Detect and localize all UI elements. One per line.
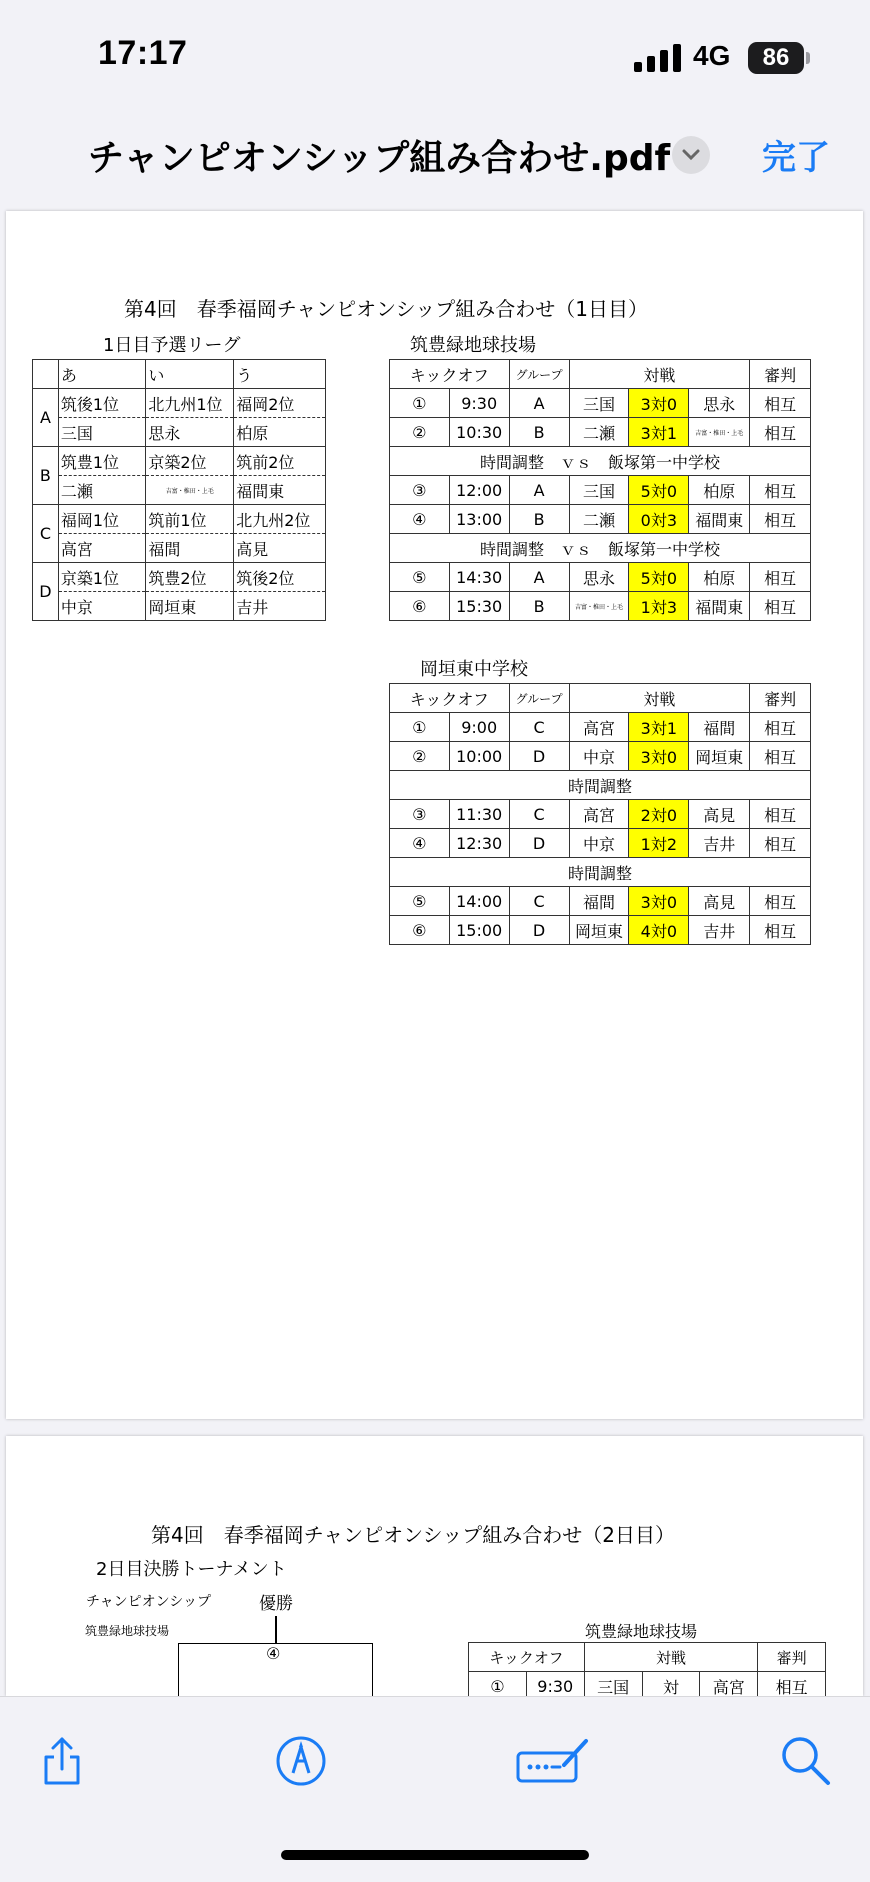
league-row — [33, 447, 326, 476]
kickoff-time: 15:30 — [449, 592, 509, 621]
home-indicator — [281, 1850, 589, 1860]
away-team: 吉井 — [689, 916, 750, 945]
team-cell: 筑後1位 — [58, 389, 146, 418]
header-group: グループ — [509, 684, 569, 713]
home-team: 中京 — [569, 829, 629, 858]
vs-label: 対 — [642, 1672, 700, 1701]
group-letter: B — [509, 592, 569, 621]
league-header-cell: あ — [58, 360, 146, 389]
winner-label: 優勝 — [259, 1594, 293, 1614]
bracket-winner-line — [275, 1616, 277, 1644]
kickoff-time: 12:30 — [449, 829, 509, 858]
match-number: ⑥ — [390, 592, 450, 621]
time-adjust-row — [390, 858, 811, 887]
away-team: 思永 — [689, 389, 750, 418]
header-referee: 審判 — [750, 360, 811, 389]
score: 3対1 — [629, 418, 689, 447]
score: 1対2 — [629, 829, 689, 858]
match-number: ① — [469, 1672, 527, 1701]
team-cell: 思永 — [146, 418, 234, 447]
league-row — [33, 592, 326, 621]
search-icon[interactable] — [778, 1733, 834, 1789]
team-cell: 筑前2位 — [234, 447, 326, 476]
score: 0対3 — [629, 505, 689, 534]
league-row — [33, 505, 326, 534]
team-cell: 福間東 — [234, 476, 326, 505]
score: 5対0 — [629, 563, 689, 592]
referee: 相互 — [750, 800, 811, 829]
schedule-header-row — [390, 684, 811, 713]
kickoff-time: 10:00 — [449, 742, 509, 771]
team-cell: 岡垣東 — [146, 592, 234, 621]
kickoff-time: 9:30 — [526, 1672, 584, 1701]
time-adjust-label: 時間調整 — [390, 858, 811, 887]
venue-label-2: 筑豊緑地球技場 — [585, 1622, 698, 1641]
venue2-label: 岡垣東中学校 — [420, 659, 528, 680]
away-team: 柏原 — [689, 563, 750, 592]
league-table — [32, 359, 326, 621]
match-row — [390, 800, 811, 829]
kickoff-time: 9:30 — [449, 389, 509, 418]
team-cell: 高見 — [234, 534, 326, 563]
score: 4対0 — [629, 916, 689, 945]
group-letter: A — [509, 389, 569, 418]
schedule-header-row — [390, 360, 811, 389]
time-adjust-label: 時間調整 — [390, 771, 811, 800]
referee: 相互 — [750, 916, 811, 945]
header-referee: 審判 — [750, 684, 811, 713]
kickoff-time: 10:30 — [449, 418, 509, 447]
time-adjust-label: 時間調整 ｖｓ 飯塚第一中学校 — [390, 534, 811, 563]
referee: 相互 — [758, 1672, 826, 1701]
home-team: 中京 — [569, 742, 629, 771]
away-team: 高見 — [689, 887, 750, 916]
league-header-cell: う — [234, 360, 326, 389]
battery-icon: 86 — [748, 42, 804, 74]
group-letter: C — [509, 713, 569, 742]
time-adjust-row — [390, 771, 811, 800]
header-referee: 審判 — [758, 1643, 826, 1672]
match-number: ③ — [390, 800, 450, 829]
away-team: 福間 — [689, 713, 750, 742]
team-cell: 吉井 — [234, 592, 326, 621]
group-name: B — [33, 447, 59, 505]
referee: 相互 — [750, 829, 811, 858]
battery-cap — [806, 52, 810, 64]
score: 2対0 — [629, 800, 689, 829]
status-bar — [0, 0, 870, 110]
league-header-row — [33, 360, 326, 389]
venue1-label: 筑豊緑地球技場 — [410, 335, 536, 356]
group-name: A — [33, 389, 59, 447]
referee: 相互 — [750, 563, 811, 592]
match-row — [390, 418, 811, 447]
kickoff-time: 11:30 — [449, 800, 509, 829]
match-row — [390, 389, 811, 418]
league-label: 1日目予選リーグ — [103, 335, 241, 356]
kickoff-time: 9:00 — [449, 713, 509, 742]
kickoff-time: 14:30 — [449, 563, 509, 592]
team-cell: 筑豊1位 — [58, 447, 146, 476]
referee: 相互 — [750, 713, 811, 742]
team-cell: 筑後2位 — [234, 563, 326, 592]
team-cell: 福間 — [146, 534, 234, 563]
match-number: ② — [390, 742, 450, 771]
page-title-2: 第4回 春季福岡チャンピオンシップ組み合わせ（2日目） — [151, 1523, 675, 1547]
kickoff-time: 12:00 — [449, 476, 509, 505]
time-adjust-row — [390, 447, 811, 476]
match-row — [390, 829, 811, 858]
home-team: 二瀬 — [569, 418, 629, 447]
page-title: 第4回 春季福岡チャンピオンシップ組み合わせ（1日目） — [124, 297, 648, 321]
away-team: 高見 — [689, 800, 750, 829]
score: 1対3 — [629, 592, 689, 621]
team-cell: 筑豊2位 — [146, 563, 234, 592]
group-letter: D — [509, 916, 569, 945]
referee: 相互 — [750, 742, 811, 771]
home-team: 岡垣東 — [569, 916, 629, 945]
score: 3対0 — [629, 389, 689, 418]
match-number: ④ — [390, 829, 450, 858]
header-group: グループ — [509, 360, 569, 389]
referee: 相互 — [750, 476, 811, 505]
match-number: ① — [390, 389, 450, 418]
away-team: 高宮 — [700, 1672, 758, 1701]
team-cell: 京築2位 — [146, 447, 234, 476]
home-team: 思永 — [569, 563, 629, 592]
day2-schedule-table — [468, 1642, 826, 1701]
header-match: 対戦 — [569, 360, 750, 389]
away-team: 福間東 — [689, 592, 750, 621]
venue1-schedule-table — [389, 359, 811, 621]
league-row — [33, 563, 326, 592]
network-type: 4G — [693, 40, 731, 71]
league-header-cell: い — [146, 360, 234, 389]
home-team: 三国 — [569, 476, 629, 505]
home-team: 三国 — [584, 1672, 642, 1701]
away-team: 福間東 — [689, 505, 750, 534]
venue2-schedule-table — [389, 683, 811, 945]
group-letter: C — [509, 800, 569, 829]
league-row — [33, 534, 326, 563]
referee: 相互 — [750, 418, 811, 447]
group-letter: B — [509, 505, 569, 534]
markup-icon[interactable] — [273, 1733, 329, 1789]
away-team: 吉井 — [689, 829, 750, 858]
home-team: 高宮 — [569, 713, 629, 742]
league-header-cell — [33, 360, 59, 389]
score: 5対0 — [629, 476, 689, 505]
team-cell: 北九州2位 — [234, 505, 326, 534]
away-team: 吉富・椎田・上毛 — [689, 418, 750, 447]
tournament-label: 2日目決勝トーナメント — [96, 1559, 287, 1580]
home-team: 福間 — [569, 887, 629, 916]
header-kickoff: キックオフ — [390, 684, 510, 713]
match-number: ① — [390, 713, 450, 742]
document-title[interactable]: チャンピオンシップ組み合わせ.pdf — [88, 138, 671, 179]
team-cell: 京築1位 — [58, 563, 146, 592]
team-cell: 筑前1位 — [146, 505, 234, 534]
match-row — [390, 592, 811, 621]
home-team: 吉富・椎田・上毛 — [569, 592, 629, 621]
away-team: 柏原 — [689, 476, 750, 505]
league-row — [33, 418, 326, 447]
group-letter: A — [509, 563, 569, 592]
group-letter: B — [509, 418, 569, 447]
bracket-match-number: ④ — [266, 1644, 281, 1663]
header-match: 対戦 — [584, 1643, 757, 1672]
done-button[interactable]: 完了 — [762, 138, 830, 178]
match-number: ④ — [390, 505, 450, 534]
match-number: ② — [390, 418, 450, 447]
referee: 相互 — [750, 505, 811, 534]
header-kickoff: キックオフ — [390, 360, 510, 389]
away-team: 岡垣東 — [689, 742, 750, 771]
score: 3対0 — [629, 887, 689, 916]
time-adjust-row — [390, 534, 811, 563]
match-number: ③ — [390, 476, 450, 505]
pdf-page-1 — [6, 211, 863, 1419]
pdf-page-2 — [6, 1436, 863, 1696]
group-letter: C — [509, 887, 569, 916]
home-team: 三国 — [569, 389, 629, 418]
league-row — [33, 476, 326, 505]
score: 3対1 — [629, 713, 689, 742]
team-cell: 三国 — [58, 418, 146, 447]
team-cell: 福岡1位 — [58, 505, 146, 534]
match-number: ⑥ — [390, 916, 450, 945]
referee: 相互 — [750, 389, 811, 418]
match-row — [390, 563, 811, 592]
team-cell: 北九州1位 — [146, 389, 234, 418]
header-kickoff: キックオフ — [469, 1643, 585, 1672]
share-icon[interactable] — [34, 1733, 90, 1789]
status-time: 17:17 — [98, 34, 188, 72]
home-team: 高宮 — [569, 800, 629, 829]
referee: 相互 — [750, 887, 811, 916]
team-cell: 二瀬 — [58, 476, 146, 505]
match-number: ⑤ — [390, 887, 450, 916]
group-letter: D — [509, 829, 569, 858]
group-name: C — [33, 505, 59, 563]
group-letter: A — [509, 476, 569, 505]
match-row — [390, 916, 811, 945]
group-name: D — [33, 563, 59, 621]
match-row — [390, 887, 811, 916]
venue-small-label: 筑豊緑地球技場 — [85, 1624, 170, 1638]
chevron-down-icon[interactable] — [672, 136, 710, 174]
match-row — [390, 476, 811, 505]
team-cell: 柏原 — [234, 418, 326, 447]
league-row — [33, 389, 326, 418]
cellular-signal-icon — [634, 44, 682, 72]
header-match: 対戦 — [569, 684, 750, 713]
match-row — [390, 742, 811, 771]
team-cell: 高宮 — [58, 534, 146, 563]
group-letter: D — [509, 742, 569, 771]
kickoff-time: 14:00 — [449, 887, 509, 916]
team-cell: 吉富・椎田・上毛 — [146, 476, 234, 505]
match-row — [390, 505, 811, 534]
match-number: ⑤ — [390, 563, 450, 592]
team-cell: 中京 — [58, 592, 146, 621]
team-cell: 福岡2位 — [234, 389, 326, 418]
kickoff-time: 15:00 — [449, 916, 509, 945]
championship-label: チャンピオンシップ — [86, 1594, 211, 1610]
signature-icon[interactable] — [512, 1733, 592, 1789]
referee: 相互 — [750, 592, 811, 621]
kickoff-time: 13:00 — [449, 505, 509, 534]
score: 3対0 — [629, 742, 689, 771]
match-row — [390, 713, 811, 742]
time-adjust-label: 時間調整 ｖｓ 飯塚第一中学校 — [390, 447, 811, 476]
home-team: 二瀬 — [569, 505, 629, 534]
